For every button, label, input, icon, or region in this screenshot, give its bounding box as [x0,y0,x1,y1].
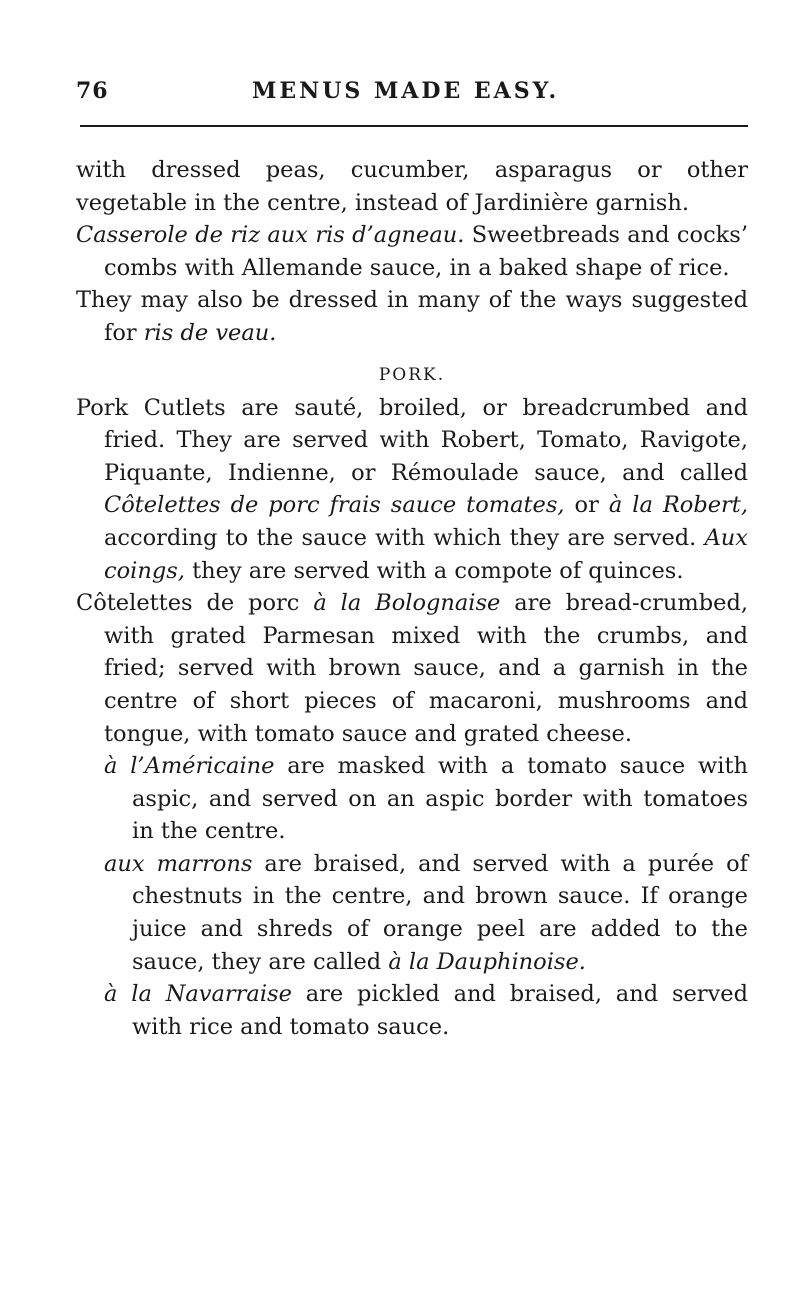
dish-name: Casserole de riz aux ris d’agneau. [76,222,465,249]
dish-name: à la Bolognaise [313,590,501,617]
running-header [76,78,748,118]
dish-name: à la Dauphinoise. [388,948,586,975]
paragraph-text: Pork Cutlets are sauté, broiled, or breadcrumbed and fried. They are served with Robert, Tomato, Ravigote, Piquante, Indienne, or Rémoulade sauce, and called [76,394,748,486]
paragraph-navarraise [76,978,748,1043]
paragraph-text: according to the sauce with which they are served. [104,524,705,551]
paragraph-text: Sweetbreads and cocks’ combs with Allemande sauce, in a baked shape of rice. [104,222,748,281]
book-page [76,78,749,1040]
paragraph-text: are bread-crumbed, with grated Parmesan mixed with the crumbs, and fried; served with brown sauce, and a garnish in the centre of short pieces of macaroni, mushrooms and tongue, with tomato sauce and grated cheese. [104,590,749,747]
paragraph-text: are pickled and braised, and served with rice and tomato sauce. [132,981,748,1040]
dish-name: aux marrons [104,850,253,877]
paragraph-ris-de-veau [76,284,748,349]
section-heading: PORK. [378,364,446,385]
dish-name: ris de veau. [143,319,277,346]
paragraph-text: or [564,492,609,519]
paragraph-bolognaise [76,587,748,750]
header-rule [80,125,748,127]
page-number: 76 [76,78,109,104]
paragraph-text: are masked with a tomato sauce with aspic, and served on an aspic border with tomatoes in the centre. [132,753,748,845]
dish-name: Aux coings, [104,524,748,584]
paragraph-text: Côtelettes de porc [76,590,314,617]
paragraph-casserole [76,219,748,284]
body-text [76,154,748,1043]
running-title: MENUS MADE EASY. [252,78,560,104]
paragraph-text: They may also be dressed in many of the ways suggested for [76,287,748,346]
dish-name: à l’Américaine [104,753,275,780]
paragraph-text: are braised, and served with a purée of chestnuts in the centre, and brown sauce. If orange juice and shreds of orange peel are added to the sauce, they are called [132,850,748,975]
dish-name: à la Navarraise [104,981,292,1008]
paragraph-text: with dressed peas, cucumber, asparagus or other vegetable in the centre, instead of Jardinière garnish. [76,157,748,216]
paragraph-marrons [76,848,748,978]
paragraph-americaine [76,750,748,848]
dish-name: à la Robert, [608,492,749,519]
paragraph-continuation [76,154,748,219]
dish-name: Côtelettes de porc frais sauce tomates, [104,492,565,519]
paragraph-pork-cutlets [76,392,748,588]
paragraph-text: they are served with a compote of quinces. [184,557,684,584]
